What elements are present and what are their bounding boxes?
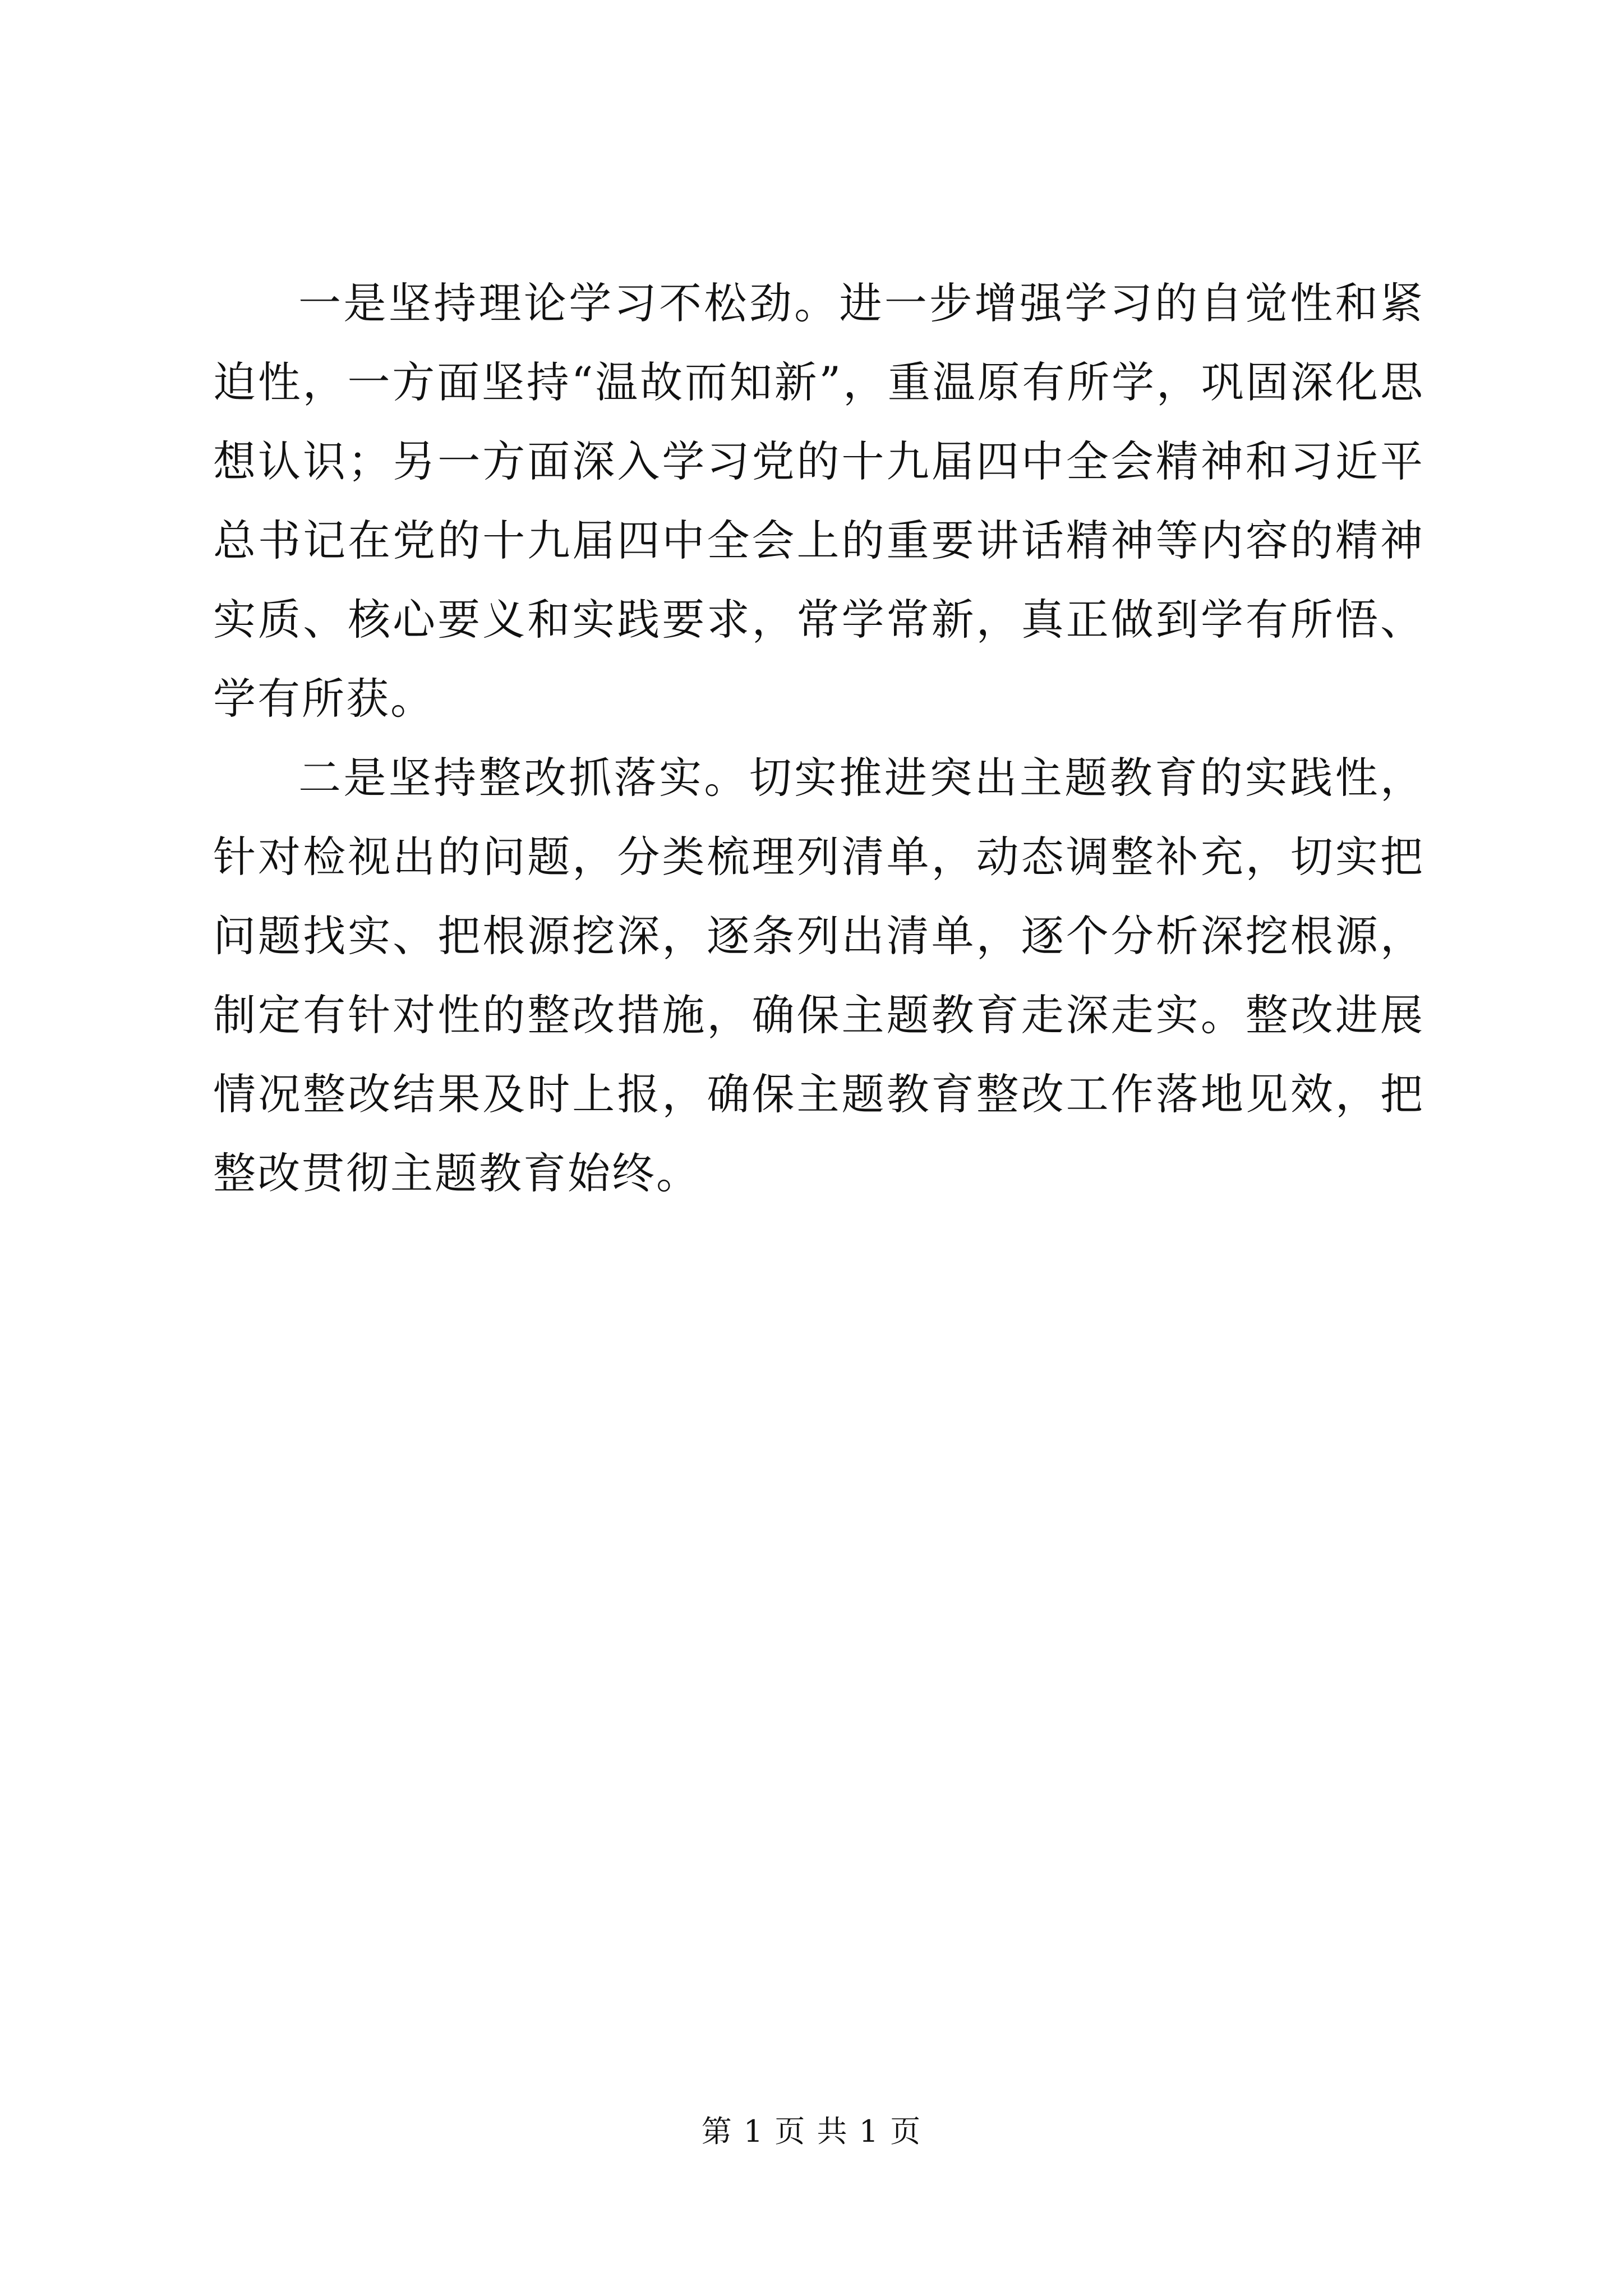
paragraph-theory-study: 一是坚持理论学习不松劲。进一步增强学习的自觉性和紧迫性，一方面坚持“温故而知新”，重温原有所学，巩固深化思想认识；另一方面深入学习党的十九届四中全会精神和习近平总书记在党的十九届四中全会上的重要讲话精神等内容的精神实质、核心要义和实践要求，常学常新，真正做到学有所悟、学有所获。 [213, 278, 1424, 724]
page-number-footer: 第 1 页 共 1 页 [701, 2114, 922, 2149]
paragraph-rectification: 二是坚持整改抓落实。切实推进突出主题教育的实践性，针对检视出的问题，分类梳理列清单，动态调整补充，切实把问题找实、把根源挖深，逐条列出清单，逐个分析深挖根源，制定有针对性的整改措施，确保主题教育走深走实。整改进展情况整改结果及时上报，确保主题教育整改工作落地见效，把整改贯彻主题教育始终。 [213, 753, 1424, 1198]
document-body [213, 264, 1424, 1213]
